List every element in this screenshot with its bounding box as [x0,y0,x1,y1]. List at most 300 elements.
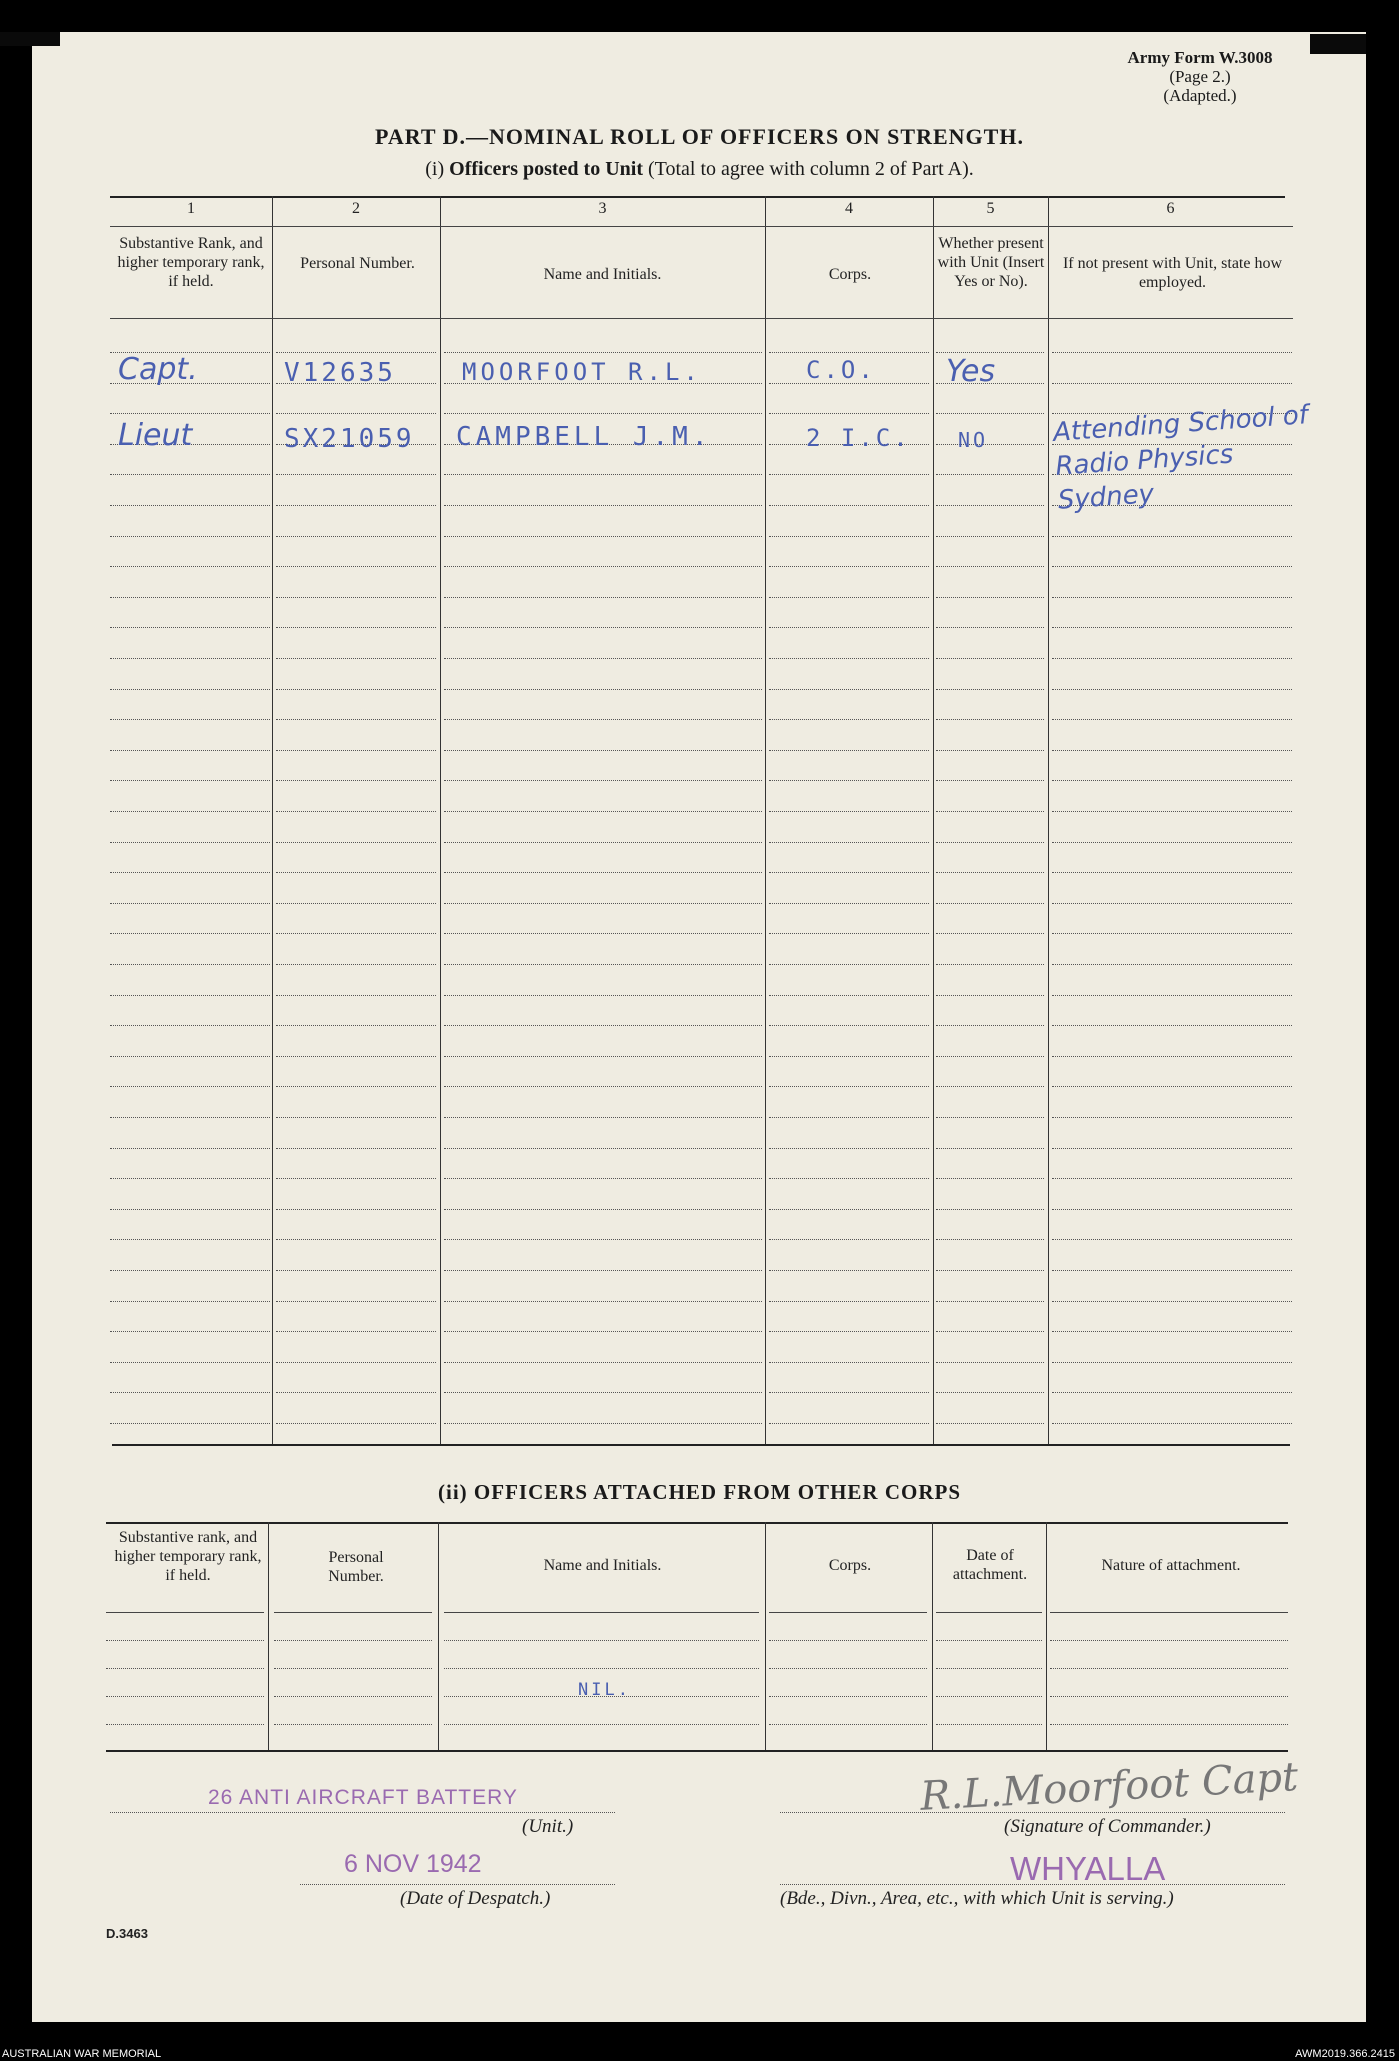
ruled-row-line [110,413,270,414]
ruled-row-line [1050,1640,1288,1641]
ruled-row-line [1050,1668,1288,1669]
ruled-row-line [936,1724,1042,1725]
footer-archive: AUSTRALIAN WAR MEMORIAL [2,2048,162,2060]
ruled-row-line [110,1148,270,1149]
ruled-row-line [1052,1423,1292,1424]
ii-header-rank: Substantive rank, and higher temporary rank, if held. [114,1529,262,1584]
ruled-row-line [444,1724,759,1725]
row2-number: SX21059 [284,424,415,454]
ruled-row-line [444,1178,762,1179]
form-code: D.3463 [106,1926,148,1941]
ruled-row-line [936,658,1044,659]
ruled-row-line [110,719,270,720]
ruled-row-line [1052,1331,1292,1332]
ruled-row-line [1052,566,1292,567]
ruled-row-line [936,474,1044,475]
ruled-row-line [444,750,762,751]
ruled-row-line [444,1668,759,1669]
ruled-row-line [1052,689,1292,690]
column-divider [438,1522,439,1750]
ruled-row-line [276,995,436,996]
ruled-row-line [110,872,270,873]
ruled-row-line [769,1423,929,1424]
ruled-row-line [110,474,270,475]
ruled-row-line [110,658,270,659]
ruled-row-line [769,474,929,475]
ruled-row-line [444,689,762,690]
ruled-row-line [936,719,1044,720]
header-personal-number: Personal Number. [300,255,415,272]
ruled-row-line [444,597,762,598]
ruled-row-line [936,1239,1044,1240]
row1-number: V12635 [284,358,396,388]
ruled-row-line [276,1056,436,1057]
ruled-row-line [769,352,929,353]
ruled-row-line [936,1209,1044,1210]
ruled-row-line [444,842,762,843]
ruled-row-line [769,1148,929,1149]
ruled-row-line [1052,658,1292,659]
header-bottom-rule [110,318,1293,319]
ruled-row-line [1052,964,1292,965]
ruled-row-line [444,474,762,475]
ruled-row-line [1052,719,1292,720]
row2-present: NO [958,428,989,452]
col-number: 5 [986,200,995,217]
ruled-row-line [1052,597,1292,598]
ruled-row-line [110,505,270,506]
ruled-row-line [936,536,1044,537]
ruled-row-line [1050,1724,1288,1725]
ii-header-rule [444,1612,759,1613]
row2-employment: Attending School of Radio Physics Sydney [1052,400,1309,516]
ruled-row-line [1052,536,1292,537]
ruled-row-line [936,627,1044,628]
ruled-row-line [1052,1086,1292,1087]
ruled-row-line [444,1086,762,1087]
ruled-row-line [769,780,929,781]
ruled-row-line [110,1301,270,1302]
ruled-row-line [444,1270,762,1271]
header-corps: Corps. [828,266,872,283]
ruled-row-line [276,1239,436,1240]
section-ii-title: (ii) OFFICERS ATTACHED FROM OTHER CORPS [438,1480,961,1504]
ruled-row-line [1052,627,1292,628]
ruled-row-line [936,1301,1044,1302]
ruled-row-line [110,1392,270,1393]
ruled-row-line [276,505,436,506]
ruled-row-line [769,689,929,690]
ruled-row-line [769,842,929,843]
form-page-number: (Page 2.) [1169,67,1231,86]
page-edge [1310,34,1366,54]
ii-header-name: Name and Initials. [543,1557,662,1574]
ruled-row-line [444,413,762,414]
col-number: 4 [845,200,853,217]
ruled-row-line [110,1117,270,1118]
commander-signature: R.L.Moorfoot Capt [919,1754,1300,1820]
ruled-row-line [444,1056,762,1057]
ruled-row-line [444,1362,762,1363]
ruled-row-line [276,964,436,965]
ruled-row-line [276,474,436,475]
ruled-row-line [444,1239,762,1240]
part-ii-top-rule [106,1522,1288,1524]
ruled-row-line [274,1724,432,1725]
column-divider [440,196,441,1444]
ruled-row-line [769,1331,929,1332]
ruled-row-line [276,1362,436,1363]
ruled-row-line [1052,1178,1292,1179]
ruled-row-line [444,352,762,353]
ruled-row-line [276,597,436,598]
date-line [300,1884,615,1885]
ruled-row-line [106,1696,264,1697]
ruled-row-line [769,536,929,537]
ruled-row-line [769,933,929,934]
ruled-row-line [110,1423,270,1424]
ruled-row-line [276,566,436,567]
ruled-row-line [1052,1148,1292,1149]
ruled-row-line [769,413,929,414]
ruled-row-line [1050,1696,1288,1697]
ruled-row-line [769,1025,929,1026]
ruled-row-line [936,1423,1044,1424]
ruled-row-line [769,1668,927,1669]
ii-header-rule [769,1612,927,1613]
row2-rank: Lieut [118,418,193,453]
ruled-row-line [1052,1270,1292,1271]
ii-header-corps: Corps. [828,1557,872,1574]
ruled-row-line [110,1270,270,1271]
ii-header-rule [274,1612,432,1613]
form-number: Army Form W.3008 [1127,48,1273,67]
ruled-row-line [444,1423,762,1424]
ruled-row-line [936,1025,1044,1026]
ruled-row-line [444,964,762,965]
ruled-row-line [110,627,270,628]
ruled-row-line [276,658,436,659]
ruled-row-line [276,627,436,628]
ruled-row-line [110,750,270,751]
unit-caption: (Unit.) [522,1816,574,1837]
ruled-row-line [276,1423,436,1424]
ruled-row-line [769,566,929,567]
ruled-row-line [1052,872,1292,873]
ruled-row-line [769,964,929,965]
ruled-row-line [444,933,762,934]
col-number: 6 [1166,200,1175,217]
ruled-row-line [1052,383,1292,384]
ruled-row-line [936,444,1044,445]
page-title: PART D.—NOMINAL ROLL OF OFFICERS ON STRENGTH. [375,124,1024,149]
ruled-row-line [936,1117,1044,1118]
ruled-row-line [110,780,270,781]
row1-name: MOORFOOT R.L. [462,358,702,386]
ruled-row-line [1052,1209,1292,1210]
row1-present: Yes [946,354,996,389]
header-name: Name and Initials. [543,266,662,283]
ruled-row-line [769,597,929,598]
ruled-row-line [110,536,270,537]
ruled-row-line [769,1301,929,1302]
ruled-row-line [276,872,436,873]
header-rule [110,226,1293,227]
ruled-row-line [1052,995,1292,996]
ruled-row-line [936,413,1044,414]
ruled-row-line [110,811,270,812]
ruled-row-line [276,1025,436,1026]
ruled-row-line [769,1392,929,1393]
ruled-row-line [444,505,762,506]
ruled-row-line [276,1178,436,1179]
footer-reference: AWM2019.366.2415 [1295,2048,1395,2060]
ruled-row-line [769,505,929,506]
ruled-row-line [936,903,1044,904]
area-line [780,1884,1285,1885]
col-number: 2 [352,200,360,217]
ruled-row-line [769,903,929,904]
ruled-row-line [769,1178,929,1179]
ruled-row-line [769,995,929,996]
ruled-row-line [444,811,762,812]
ruled-row-line [276,1301,436,1302]
ruled-row-line [276,1209,436,1210]
ruled-row-line [936,1362,1044,1363]
ruled-row-line [276,1086,436,1087]
row1-rank: Capt. [118,352,198,387]
ruled-row-line [936,1392,1044,1393]
ruled-row-line [936,1696,1042,1697]
ruled-row-line [936,352,1044,353]
ruled-row-line [106,1724,264,1725]
ruled-row-line [936,1640,1042,1641]
ruled-row-line [1052,1056,1292,1057]
ruled-row-line [110,903,270,904]
ruled-row-line [276,1117,436,1118]
header-employment: If not present with Unit, state how employed. [1062,255,1283,291]
ruled-row-line [444,903,762,904]
ruled-row-line [276,780,436,781]
ruled-row-line [936,689,1044,690]
ii-header-nature: Nature of attachment. [1101,1557,1241,1574]
ruled-row-line [444,1209,762,1210]
ruled-row-line [1052,842,1292,843]
ruled-row-line [936,1331,1044,1332]
ruled-row-line [1052,352,1292,353]
ruled-row-line [274,1668,432,1669]
ruled-row-line [1052,1392,1292,1393]
ruled-row-line [1052,750,1292,751]
row2-corps: 2 I.C. [806,424,911,452]
ruled-row-line [1052,1117,1292,1118]
col-number: 3 [598,200,607,217]
ruled-row-line [444,566,762,567]
ruled-row-line [769,1696,927,1697]
ruled-row-line [110,1331,270,1332]
ruled-row-line [1052,1301,1292,1302]
date-caption: (Date of Despatch.) [400,1888,551,1909]
table-top-rule [110,196,1285,198]
ruled-row-line [276,1270,436,1271]
ruled-row-line [444,995,762,996]
ruled-row-line [110,964,270,965]
column-divider [1046,1522,1047,1750]
header-present: Whether present with Unit (Insert Yes or No). [937,235,1045,290]
date-stamp: 6 NOV 1942 [344,1850,482,1878]
col-number: 1 [187,200,195,217]
ruled-row-line [769,811,929,812]
area-caption: (Bde., Divn., Area, etc., with which Unit is serving.) [780,1888,1174,1909]
ruled-row-line [276,842,436,843]
column-divider [933,196,934,1444]
ruled-row-line [110,842,270,843]
column-divider [765,196,766,1444]
ii-header-rule [936,1612,1042,1613]
ruled-row-line [936,1668,1042,1669]
ruled-row-line [276,933,436,934]
signature-caption: (Signature of Commander.) [1004,1816,1211,1837]
ruled-row-line [936,780,1044,781]
ruled-row-line [110,1086,270,1087]
ruled-row-line [444,1331,762,1332]
ruled-row-line [276,689,436,690]
ruled-row-line [769,658,929,659]
ruled-row-line [936,811,1044,812]
ruled-row-line [936,1178,1044,1179]
ruled-row-line [444,1301,762,1302]
column-divider [1048,196,1049,1444]
ruled-row-line [106,1668,264,1669]
subtitle-prefix: (i) [425,158,445,180]
ruled-row-line [276,750,436,751]
ruled-row-line [274,1696,432,1697]
ruled-row-line [110,1209,270,1210]
ruled-row-line [769,750,929,751]
ruled-row-line [769,1270,929,1271]
ruled-row-line [769,1239,929,1240]
ruled-row-line [444,1392,762,1393]
ruled-row-line [444,1025,762,1026]
ruled-row-line [1052,903,1292,904]
ii-nil-entry: NIL. [578,1680,631,1700]
ruled-row-line [110,1178,270,1179]
ruled-row-line [110,995,270,996]
ruled-row-line [110,689,270,690]
subtitle-rest: (Total to agree with column 2 of Part A). [648,158,974,180]
page-edge [0,32,60,46]
ii-header-rule [106,1612,264,1613]
ruled-row-line [274,1640,432,1641]
ruled-row-line [1052,1025,1292,1026]
ruled-row-line [769,1086,929,1087]
header-rank: Substantive Rank, and higher temporary rank, if held. [117,235,265,290]
ruled-row-line [276,413,436,414]
ruled-row-line [936,597,1044,598]
unit-stamp: 26 ANTI AIRCRAFT BATTERY [208,1786,518,1809]
unit-line [110,1812,615,1813]
ruled-row-line [444,536,762,537]
ii-header-date: Date of attachment. [952,1547,1028,1583]
subtitle-bold: Officers posted to Unit [449,158,643,180]
ruled-row-line [276,1331,436,1332]
column-divider [272,196,273,1444]
row1-corps: C.O. [806,356,876,384]
part-ii-bottom-rule [106,1750,1288,1752]
ruled-row-line [936,842,1044,843]
column-divider [932,1522,933,1750]
ruled-row-line [106,1640,264,1641]
ruled-row-line [1052,780,1292,781]
ruled-row-line [1052,1362,1292,1363]
part-i-bottom-rule [112,1444,1290,1446]
ruled-row-line [769,1209,929,1210]
ruled-row-line [1052,933,1292,934]
ruled-row-line [444,1117,762,1118]
ruled-row-line [110,933,270,934]
ruled-row-line [276,1392,436,1393]
column-divider [765,1522,766,1750]
ii-header-personal-number: Personal Number. [328,1549,384,1585]
ruled-row-line [769,1640,927,1641]
ruled-row-line [936,1270,1044,1271]
ruled-row-line [276,811,436,812]
ruled-row-line [444,780,762,781]
ruled-row-line [444,872,762,873]
form-header [1090,48,1310,105]
ruled-row-line [444,1148,762,1149]
ruled-row-line [110,1362,270,1363]
ruled-row-line [936,1148,1044,1149]
ruled-row-line [936,750,1044,751]
ruled-row-line [444,658,762,659]
ruled-row-line [1052,1239,1292,1240]
column-divider [268,1522,269,1750]
ruled-row-line [936,964,1044,965]
form-adapted: (Adapted.) [1163,86,1237,105]
ruled-row-line [769,1724,927,1725]
ruled-row-line [936,995,1044,996]
ruled-row-line [276,719,436,720]
ruled-row-line [769,1117,929,1118]
ruled-row-line [110,1239,270,1240]
ruled-row-line [110,1056,270,1057]
ruled-row-line [444,627,762,628]
ruled-row-line [936,566,1044,567]
ruled-row-line [110,597,270,598]
ruled-row-line [936,872,1044,873]
ruled-row-line [769,872,929,873]
ruled-row-line [110,1025,270,1026]
ruled-row-line [936,505,1044,506]
area-stamp: WHYALLA [1010,1850,1166,1887]
signature-line [780,1812,1285,1813]
ruled-row-line [936,1056,1044,1057]
ruled-row-line [276,352,436,353]
ruled-row-line [769,1056,929,1057]
ruled-row-line [1052,811,1292,812]
ruled-row-line [276,1148,436,1149]
ii-header-rule [1050,1612,1288,1613]
ruled-row-line [276,903,436,904]
ruled-row-line [276,536,436,537]
ruled-row-line [769,1362,929,1363]
ruled-row-line [936,933,1044,934]
ruled-row-line [110,566,270,567]
ruled-row-line [769,627,929,628]
ruled-row-line [444,719,762,720]
ruled-row-line [769,719,929,720]
